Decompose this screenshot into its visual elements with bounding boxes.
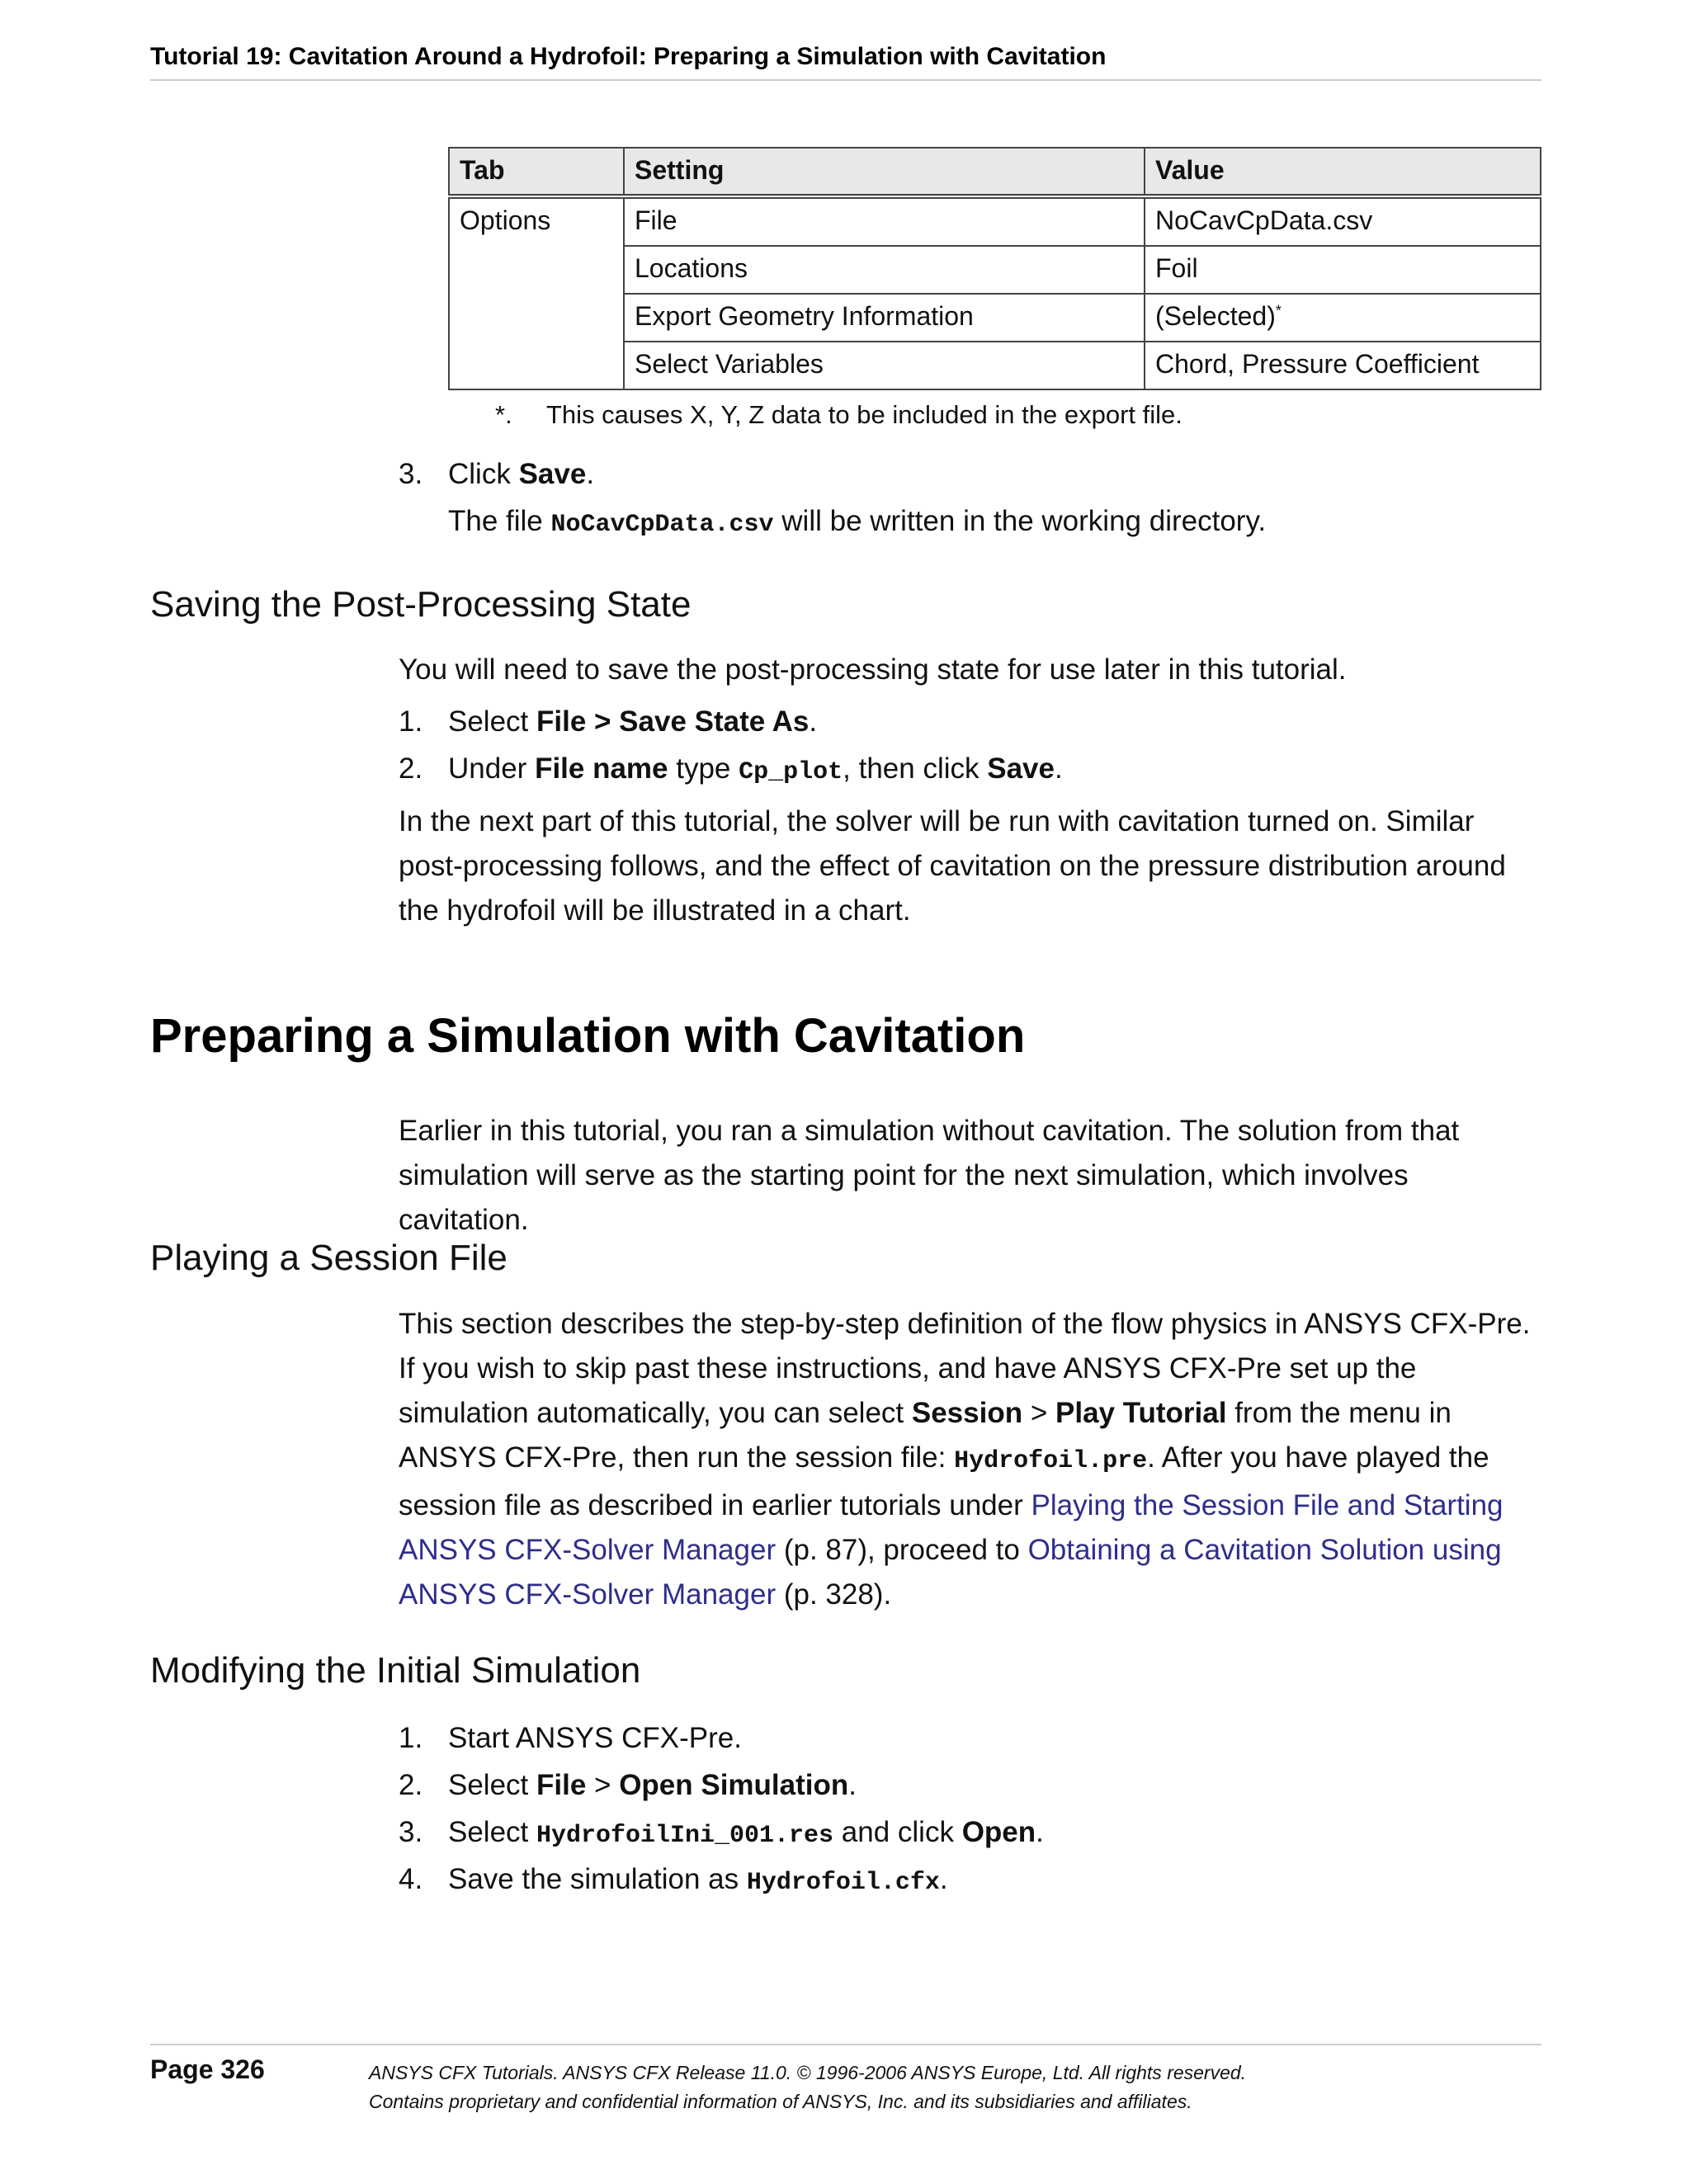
step-text: Select [448,1816,536,1848]
menu-term: Open Simulation [619,1769,849,1801]
step-text: Select [448,705,536,738]
step-text: . [1036,1816,1044,1848]
export-step-3 [399,452,594,497]
step-number: 2. [399,752,423,785]
step-text: . [1054,752,1063,785]
step-text: type [668,752,739,785]
body-text: This section describes the step-by-step definition of the flow physics in ANSYS CFX-Pre. If you wish to skip past these instructions, and have ANSYS CFX-Pre set up the simulation automatically, you can select [399,1308,1531,1429]
section-heading-saving-state: Saving the Post-Processing State [150,584,692,625]
filename-code: HydrofoilIni_001.res [536,1822,834,1850]
filename-code: Hydrofoil.pre [954,1447,1148,1475]
section-heading-modifying: Modifying the Initial Simulation [150,1650,641,1691]
saving-step-1 [399,700,817,744]
export-result [448,499,1266,547]
saving-intro: You will need to save the post-processing state for use later in this tutorial. [399,653,1347,686]
running-header: Tutorial 19: Cavitation Around a Hydrofoil: Preparing a Simulation with Cavitation [150,43,1541,81]
filename-code: Cp_plot [739,758,843,786]
step-text: > [586,1769,620,1801]
step-text: Save the simulation as [448,1863,747,1895]
body-text: from the menu in ANSYS CFX-Pre, then run the session file: [399,1397,1452,1474]
step-number: 3. [399,1816,423,1848]
table-cell-value: NoCavCpData.csv [1145,196,1541,246]
step-number: 1. [399,1722,423,1754]
modify-step-4 [399,1857,948,1905]
saving-step-2 [399,747,1063,795]
table-header-setting: Setting [624,148,1145,196]
table-cell-tab: Options [449,196,624,389]
footer-line-2: Contains proprietary and confidential information of ANSYS, Inc. and its subsidiaries and affiliates. [369,2091,1192,2112]
footnote-mark: *. [495,400,512,429]
page-number: Page 326 [150,2054,265,2084]
menu-term: Play Tutorial [1055,1397,1227,1429]
cross-reference-link[interactable]: Obtaining a Cavitation Solution using ANSYS CFX-Solver Manager [399,1534,1502,1611]
step-text: . [848,1769,857,1801]
footnote-text: This causes X, Y, Z data to be included in the export file. [546,400,1183,429]
section-heading-session: Playing a Session File [150,1238,507,1278]
body-text: > [1022,1397,1055,1429]
table-cell-value: Chord, Pressure Coefficient [1145,342,1541,389]
step-text: . [939,1863,948,1895]
result-text: The file [448,505,551,537]
step-text: , then click [843,752,988,785]
step-text: . [586,458,595,490]
table-footnote [495,400,1183,430]
saving-outro: In the next part of this tutorial, the solver will be run with cavitation turned on. Similar post-processing follows, and the effect of cavitation on the pressure distribution around the hydrofoil will be illustrated in a chart. [399,805,1506,927]
step-number: 1. [399,705,423,738]
ui-term: File name [535,752,668,785]
table-header-row [449,148,1541,196]
step-text: Start ANSYS CFX-Pre. [448,1722,742,1754]
step-number: 2. [399,1769,423,1801]
table-cell-setting: Select Variables [624,342,1145,389]
table-cell-setting: Locations [624,246,1145,294]
table-cell-setting: Export Geometry Information [624,294,1145,342]
table-header-tab: Tab [449,148,624,196]
ui-term: File > Save State As [536,705,810,738]
section-intro: Earlier in this tutorial, you ran a simulation without cavitation. The solution from that simulation will serve as the starting point for the next simulation, which involves cavitation. [399,1115,1460,1236]
body-text: (p. 328). [776,1578,892,1611]
step-number: 3. [399,458,423,490]
modify-step-2 [399,1763,857,1808]
modify-step-3 [399,1810,1044,1858]
table-cell-setting: File [624,196,1145,246]
result-text: will be written in the working directory. [773,505,1267,537]
ui-term: Open [961,1816,1036,1848]
cross-reference-link[interactable]: Playing the Session File and Starting ANSYS CFX-Solver Manager [399,1489,1504,1566]
chapter-heading: Preparing a Simulation with Cavitation [150,1009,1026,1063]
settings-table [448,147,1541,390]
session-paragraph [399,1302,1546,1617]
value-text: (Selected) [1155,301,1276,331]
step-text: . [809,705,818,738]
menu-term: File [536,1769,587,1801]
footer-copyright [369,2059,1246,2116]
modify-step-1 [399,1716,742,1761]
filename-code: Hydrofoil.cfx [746,1869,940,1897]
step-text: Select [448,1769,536,1801]
step-text: Click [448,458,519,490]
ui-term: Save [987,752,1055,785]
table-cell-value: Foil [1145,246,1541,294]
table-header-value: Value [1145,148,1541,196]
table-cell-value [1145,294,1541,342]
step-text: and click [833,1816,962,1848]
footnote-ref[interactable]: * [1275,302,1282,319]
filename-code: NoCavCpData.csv [550,511,774,539]
menu-term: Session [911,1397,1023,1429]
ui-term: Save [518,458,587,490]
step-text: Under [448,752,536,785]
footer-line-1: ANSYS CFX Tutorials. ANSYS CFX Release 11.0. © 1996-2006 ANSYS Europe, Ltd. All rights reserved. [369,2062,1247,2083]
table-row [449,196,1541,246]
footer-divider [150,2044,1541,2045]
body-text: . After you have played the session file as described in earlier tutorials under [399,1441,1489,1521]
body-text: (p. 87), proceed to [776,1534,1028,1566]
step-number: 4. [399,1863,423,1895]
